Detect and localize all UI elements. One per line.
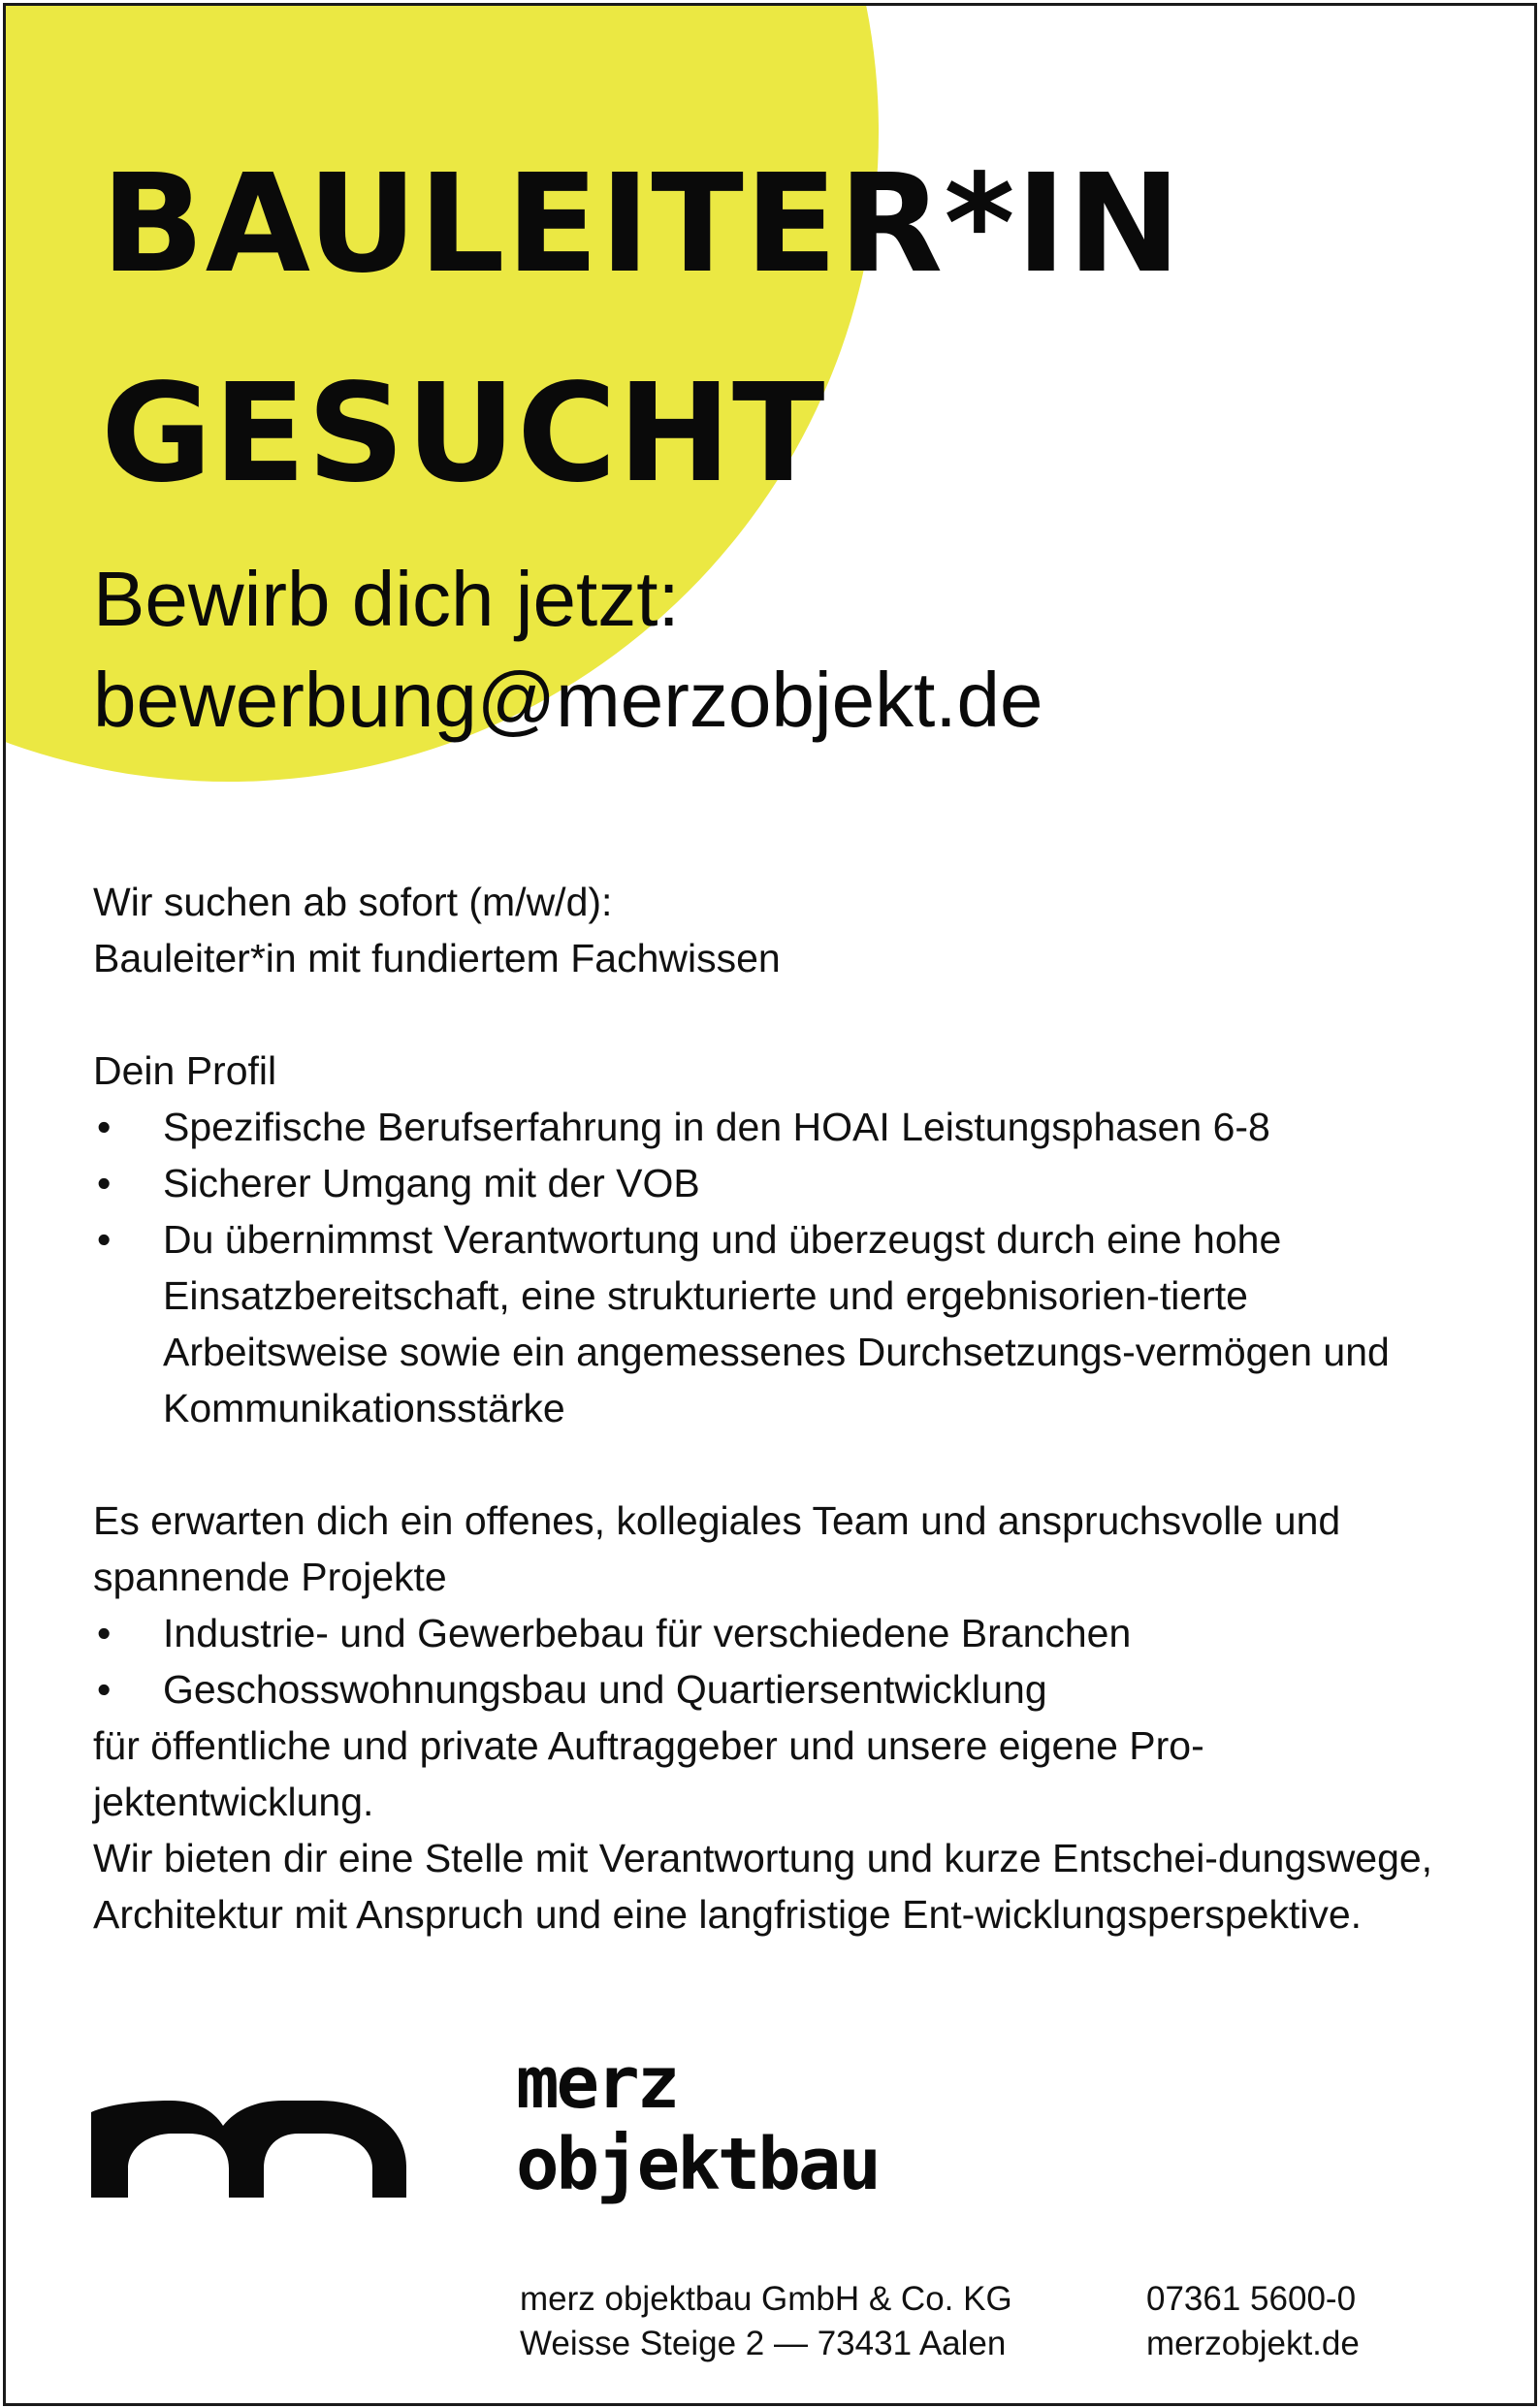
company-website: merzobjekt.de — [1146, 2325, 1360, 2362]
footer-company-info — [520, 2277, 1012, 2366]
offer-item-text: Industrie- und Gewerbebau für verschiedene Branchen — [163, 1611, 1132, 1655]
profile-item — [93, 1099, 1480, 1155]
profile-item-text: Sicherer Umgang mit der VOB — [163, 1161, 700, 1205]
footer-contact — [1146, 2277, 1360, 2366]
spacer — [93, 1436, 1480, 1493]
spacer — [93, 986, 1480, 1043]
headline — [101, 120, 1182, 539]
merz-m-logo-icon — [91, 2091, 406, 2198]
profile-item-text: Du übernimmst Verantwortung und überzeugst durch eine hohe Einsatzbereitschaft, eine strukturierte und ergebnisorien-tierte Arbeitsweise sowie ein angemessenes Durchsetzungs-vermögen und Kommunikationsstärke — [163, 1217, 1390, 1430]
bullet-icon: • — [97, 1611, 112, 1655]
company-name: merz objektbau GmbH & Co. KG — [520, 2280, 1012, 2318]
brand-line-2: objektbau — [516, 2123, 879, 2206]
headline-line-2: GESUCHT — [101, 355, 826, 513]
apply-callout — [93, 549, 1043, 751]
offer-clients: für öffentliche und private Auftraggeber und unsere eigene Pro-jektentwicklung. — [93, 1723, 1204, 1824]
headline-line-1: BAULEITER*IN — [101, 145, 1182, 304]
job-description — [93, 874, 1480, 1942]
profile-list — [93, 1099, 1480, 1436]
intro-line-1: Wir suchen ab sofort (m/w/d): — [93, 880, 613, 924]
bullet-icon: • — [97, 1667, 112, 1712]
company-phone: 07361 5600-0 — [1146, 2280, 1357, 2318]
brand-line-1: merz — [516, 2041, 678, 2125]
bullet-icon: • — [97, 1161, 112, 1205]
offer-item-text: Geschosswohnungsbau und Quartiersentwicklung — [163, 1667, 1047, 1712]
brand-wordmark — [516, 2042, 879, 2205]
intro-line-2: Bauleiter*in mit fundiertem Fachwissen — [93, 936, 781, 980]
offer-benefits: Wir bieten dir eine Stelle mit Verantwortung und kurze Entschei-dungswege, Architektur mit Anspruch und eine langfristige Ent-wicklungsperspektive. — [93, 1836, 1433, 1937]
profile-heading: Dein Profil — [93, 1048, 277, 1093]
company-address: Weisse Steige 2 — 73431 Aalen — [520, 2325, 1007, 2362]
profile-item — [93, 1211, 1480, 1436]
profile-item-text: Spezifische Berufserfahrung in den HOAI Leistungsphasen 6-8 — [163, 1105, 1270, 1149]
apply-prompt: Bewirb dich jetzt: — [93, 556, 680, 642]
offer-item — [93, 1661, 1480, 1718]
job-ad-page — [3, 3, 1537, 2406]
apply-email: bewerbung@merzobjekt.de — [93, 657, 1043, 743]
profile-item — [93, 1155, 1480, 1211]
offer-list — [93, 1605, 1480, 1718]
offer-item — [93, 1605, 1480, 1661]
bullet-icon: • — [97, 1105, 112, 1149]
bullet-icon: • — [97, 1217, 112, 1262]
offer-intro: Es erwarten dich ein offenes, kollegiales Team und anspruchsvolle und spannende Projekte — [93, 1498, 1341, 1599]
